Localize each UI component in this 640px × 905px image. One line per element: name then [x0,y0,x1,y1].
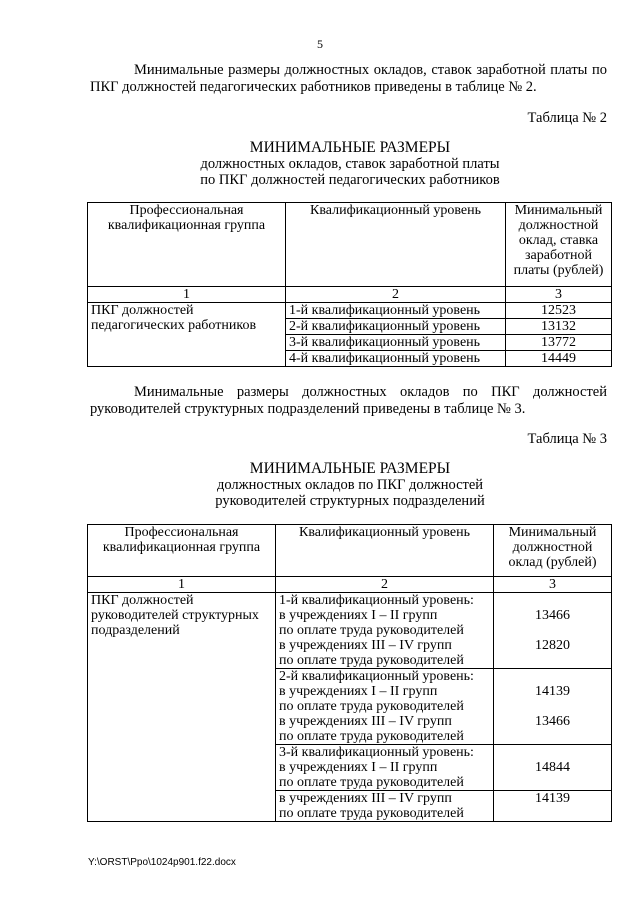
table3-header-level: Квалификационный уровень [276,525,494,577]
table3-header-group: Профессиональная квалификационная группа [88,525,276,577]
table3-value-cell: 13466 12820 [494,593,612,669]
paragraph-intro-table2: Минимальные размеры должностных окладов, ставок заработной платы по ПКГ должностей педагогических работников приведены в таблице № 2. [90,62,607,95]
table3-colnum: 2 [276,577,494,593]
table-row [88,303,612,319]
table2-value-cell: 13772 [506,335,612,351]
table2-header-level: Квалификационный уровень [286,203,506,287]
table3-level-cell: 2-й квалификационный уровень: в учреждениях I – II групп по оплате труда руководителей в учреждениях III – IV групп по оплате труда руководителей [276,669,494,745]
table3-value-cell: 14139 [494,791,612,822]
table3-colnum-row [88,577,612,593]
table2-value-cell: 12523 [506,303,612,319]
table3-value-cell: 14844 [494,745,612,791]
table2-colnum: 3 [506,287,612,303]
table2-value-cell: 14449 [506,351,612,367]
table3-colnum: 3 [494,577,612,593]
table3-group-cell: ПКГ должностей руководителей структурных подразделений [88,593,276,822]
table2 [87,202,612,367]
table3 [87,524,612,822]
table3-level-cell: 3-й квалификационный уровень: в учреждениях I – II групп по оплате труда руководителей [276,745,494,791]
table3-caption: Таблица № 3 [527,431,607,447]
table3-level-cell: в учреждениях III – IV групп по оплате труда руководителей [276,791,494,822]
table2-group-cell: ПКГ должностей педагогических работников [88,303,286,367]
table2-header-row [88,203,612,287]
table2-title: МИНИМАЛЬНЫЕ РАЗМЕРЫ должностных окладов, ставок заработной платы по ПКГ должностей педагогических работников [200,139,500,188]
table-row [88,593,612,669]
table2-colnum: 1 [88,287,286,303]
table2-level-cell: 1-й квалификационный уровень [286,303,506,319]
table2-level-cell: 3-й квалификационный уровень [286,335,506,351]
paragraph-intro-table3: Минимальные размеры должностных окладов по ПКГ должностей руководителей структурных подразделений приведены в таблице № 3. [90,384,607,417]
table3-colnum: 1 [88,577,276,593]
table2-header-group: Профессиональная квалификационная группа [88,203,286,287]
footer-file-path: Y:\ORST\Ppo\1024p901.f22.docx [88,857,236,868]
table3-level-cell: 1-й квалификационный уровень: в учреждениях I – II групп по оплате труда руководителей в учреждениях III – IV групп по оплате труда руководителей [276,593,494,669]
table2-level-cell: 4-й квалификационный уровень [286,351,506,367]
table3-header-salary: Минимальный должностной оклад (рублей) [494,525,612,577]
table2-caption: Таблица № 2 [527,110,607,126]
table2-colnum: 2 [286,287,506,303]
page-number: 5 [317,37,323,51]
table2-level-cell: 2-й квалификационный уровень [286,319,506,335]
table2-value-cell: 13132 [506,319,612,335]
table3-value-cell: 14139 13466 [494,669,612,745]
table2-header-salary: Минимальный должностной оклад, ставка заработной платы (рублей) [506,203,612,287]
table3-header-row [88,525,612,577]
table3-title: МИНИМАЛЬНЫЕ РАЗМЕРЫ должностных окладов по ПКГ должностей руководителей структурных подразделений [215,460,485,509]
table2-colnum-row [88,287,612,303]
